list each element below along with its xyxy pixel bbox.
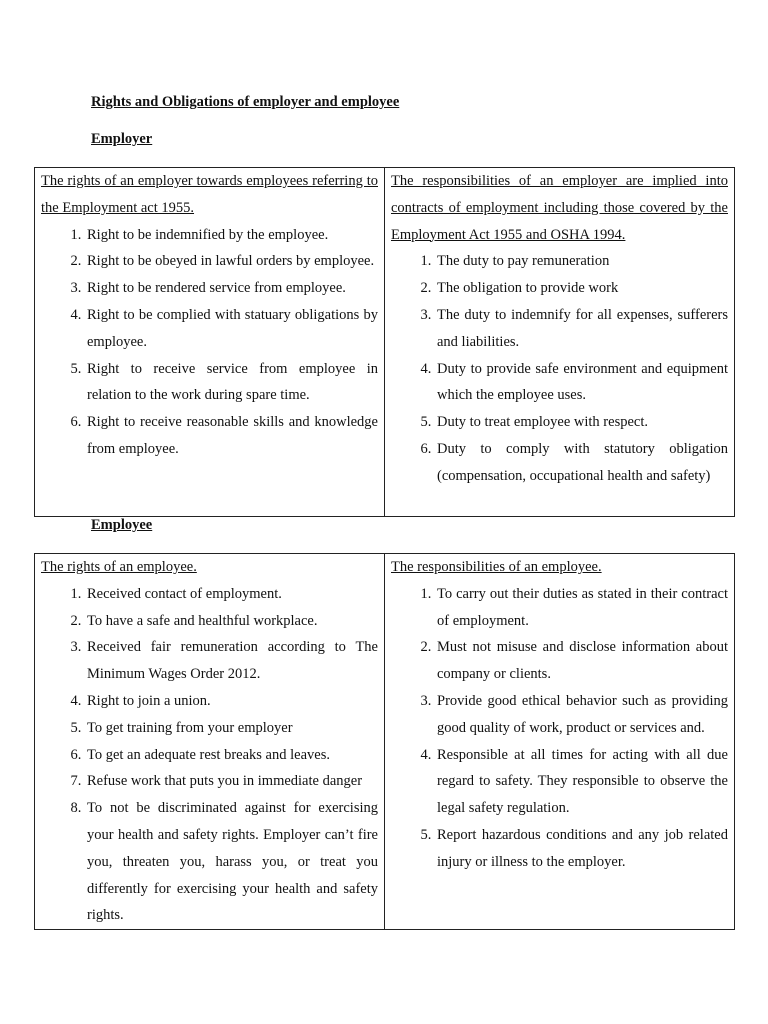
employer-table [34,167,735,517]
document-title: Rights and Obligations of employer and employee [91,94,400,110]
employee-rights-cell [35,554,385,930]
list-item: 1. To carry out their duties as stated in their contract of employment. [435,581,728,635]
employee-responsibilities-cell [385,554,735,930]
list-item: 1. The duty to pay remuneration [435,248,728,275]
employer-responsibilities-list [391,248,728,489]
list-item: 2. The obligation to provide work [435,275,728,302]
list-item: 1. Received contact of employment. [85,581,378,608]
employee-rights-intro: The rights of an employee. [41,559,197,575]
list-item: 3. The duty to indemnify for all expenses, sufferers and liabilities. [435,302,728,356]
list-item: 6. Duty to comply with statutory obligation (compensation, occupational health and safety) [435,436,728,490]
list-item: 5. Report hazardous conditions and any job related injury or illness to the employer. [435,822,728,876]
list-item: 5. Duty to treat employee with respect. [435,409,728,436]
list-item: 6. To get an adequate rest breaks and leaves. [85,742,378,769]
employee-rights-list [41,581,378,929]
list-item: 4. Duty to provide safe environment and equipment which the employee uses. [435,356,728,410]
list-item: 7. Refuse work that puts you in immediate danger [85,768,378,795]
employer-responsibilities-cell [385,168,735,517]
list-item: 4. Right to be complied with statuary obligations by employee. [85,302,378,356]
list-item: 3. Provide good ethical behavior such as providing good quality of work, product or services and. [435,688,728,742]
list-item: 2. Right to be obeyed in lawful orders by employee. [85,248,378,275]
list-item: 2. Must not misuse and disclose information about company or clients. [435,634,728,688]
list-item: 4. Right to join a union. [85,688,378,715]
list-item: 1. Right to be indemnified by the employee. [85,222,378,249]
employee-responsibilities-list [391,581,728,876]
employer-rights-cell [35,168,385,517]
list-item: 8. To not be discriminated against for exercising your health and safety rights. Employer can’t fire you, threaten you, harass you, or treat you differently for exercising your health and safety rights. [85,795,378,929]
employee-table [34,553,735,930]
list-item: 4. Responsible at all times for acting with all due regard to safety. They responsible to observe the legal safety regulation. [435,742,728,822]
employer-rights-intro: The rights of an employer towards employees referring to the Employment act 1955. [41,173,378,216]
employer-heading: Employer [91,131,153,147]
list-item: 5. To get training from your employer [85,715,378,742]
employer-rights-list [41,222,378,463]
employee-responsibilities-intro: The responsibilities of an employee. [391,559,602,575]
employee-heading: Employee [91,517,153,533]
list-item: 3. Right to be rendered service from employee. [85,275,378,302]
list-item: 2. To have a safe and healthful workplace. [85,608,378,635]
list-item: 3. Received fair remuneration according to The Minimum Wages Order 2012. [85,634,378,688]
list-item: 6. Right to receive reasonable skills and knowledge from employee. [85,409,378,463]
employer-responsibilities-intro: The responsibilities of an employer are implied into contracts of employment including those covered by the Employment Act 1955 and OSHA 1994. [391,173,728,243]
list-item: 5. Right to receive service from employee in relation to the work during spare time. [85,356,378,410]
